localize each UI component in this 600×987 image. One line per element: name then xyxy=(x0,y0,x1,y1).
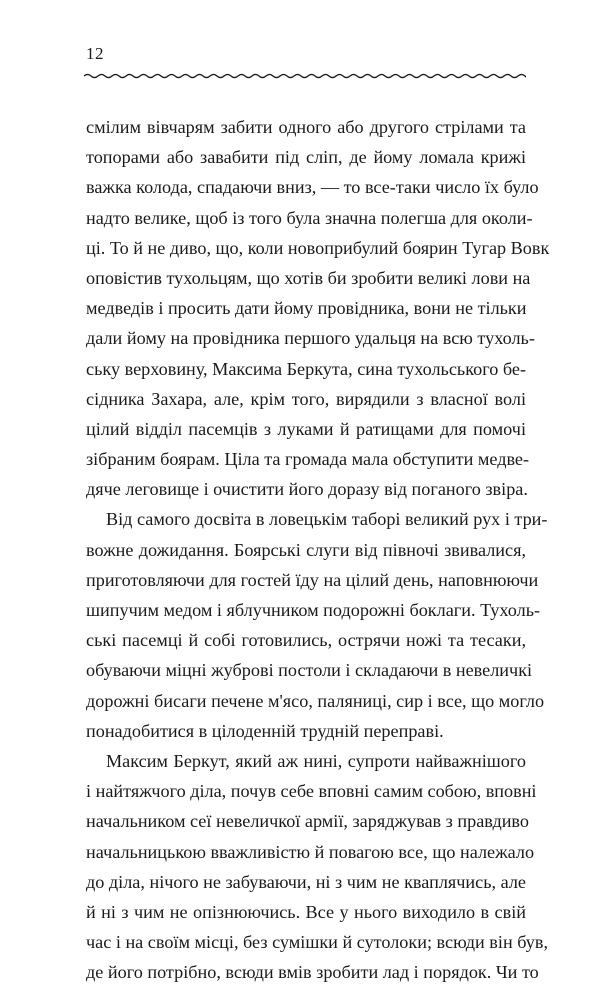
text-line: зібраним боярам. Ціла та громада мала обступити медве- xyxy=(86,449,530,470)
text-line: де його потрібно, всюди вмів зробити лад і порядок. Чи то xyxy=(86,962,539,983)
text-line: понадобитися в цілоденній трудній переправі. xyxy=(86,720,444,741)
text-line: важка колода, спадаючи вниз, — то все-таки число їх було xyxy=(86,177,539,198)
text-line: час і на своїм місці, без сумішки й сутолоки; всюди він був, xyxy=(86,932,549,953)
text-line: шипучим медом і яблучником подорожні боклаги. Тухоль- xyxy=(86,600,541,620)
text-line: медведів і просить дати йому провідника, вони не тільки xyxy=(86,298,527,319)
text-line: Від самого досвіта в ловецькім таборі великий рух і три- xyxy=(106,509,548,530)
text-body xyxy=(86,112,550,987)
text-line: цілий відділ пасемців з луками й ратищами для помочі xyxy=(86,418,526,439)
text-line: до діла, нічого не забуваючи, ні з чим не кваплячись, але xyxy=(86,871,526,892)
page-number: 12 xyxy=(86,44,104,63)
text-line: приготовляючи для гостей їду на цілий день, наповнюючи xyxy=(86,569,539,590)
text-line: і найтяжчого діла, почув себе вповні самим собою, вповні xyxy=(86,781,537,802)
text-line: начальницькою вважливістю й повагою все, що належало xyxy=(86,841,535,862)
text-line: топорами або завабити під сліп, де йому ломала крижі xyxy=(86,147,526,168)
wavy-divider xyxy=(84,70,526,82)
text-line: надто велике, щоб із того була значна полегша для околи- xyxy=(86,207,533,228)
text-line: й ні з чим не опізнюючись. Все у нього виходило в свій xyxy=(86,901,526,922)
text-line: ці. То й не диво, що, коли новоприбулий боярин Тугар Вовк xyxy=(86,237,550,258)
text-line: смілим вівчарям забити одного або другого стрілами та xyxy=(86,117,526,137)
paragraph-1 xyxy=(86,112,550,504)
text-line: Максим Беркут, який аж нині, супроти найважнішого xyxy=(106,750,526,771)
text-line: ські пасемці й собі готовились, острячи ножі та тесаки, xyxy=(86,630,526,651)
text-line: обуваючи міцні жуброві постоли і складаючи в невеличкі xyxy=(86,660,533,681)
text-line: дорожні бисаги печене м'ясо, паляниці, сир і все, що могло xyxy=(86,690,545,711)
paragraph-2 xyxy=(86,504,548,746)
text-line: сідника Захара, але, крім того, вирядили з власної волі xyxy=(86,388,526,409)
paragraph-3 xyxy=(86,746,549,987)
text-line: дяче леговище і очистити його доразу від поганого звіра. xyxy=(86,479,528,500)
text-line: ську верховину, Максима Беркута, сина тухольського бе- xyxy=(86,358,526,379)
text-line: дали йому на провідника першого удальця на всю тухоль- xyxy=(86,328,535,349)
text-line: вожне дожидання. Боярські слуги від півночі звивалися, xyxy=(86,539,526,560)
text-line: оповістив тухольцям, що хотів би зробити великі лови на xyxy=(86,267,531,288)
text-line: начальником сеї невеличкої армії, заряджував з правдиво xyxy=(86,811,529,832)
